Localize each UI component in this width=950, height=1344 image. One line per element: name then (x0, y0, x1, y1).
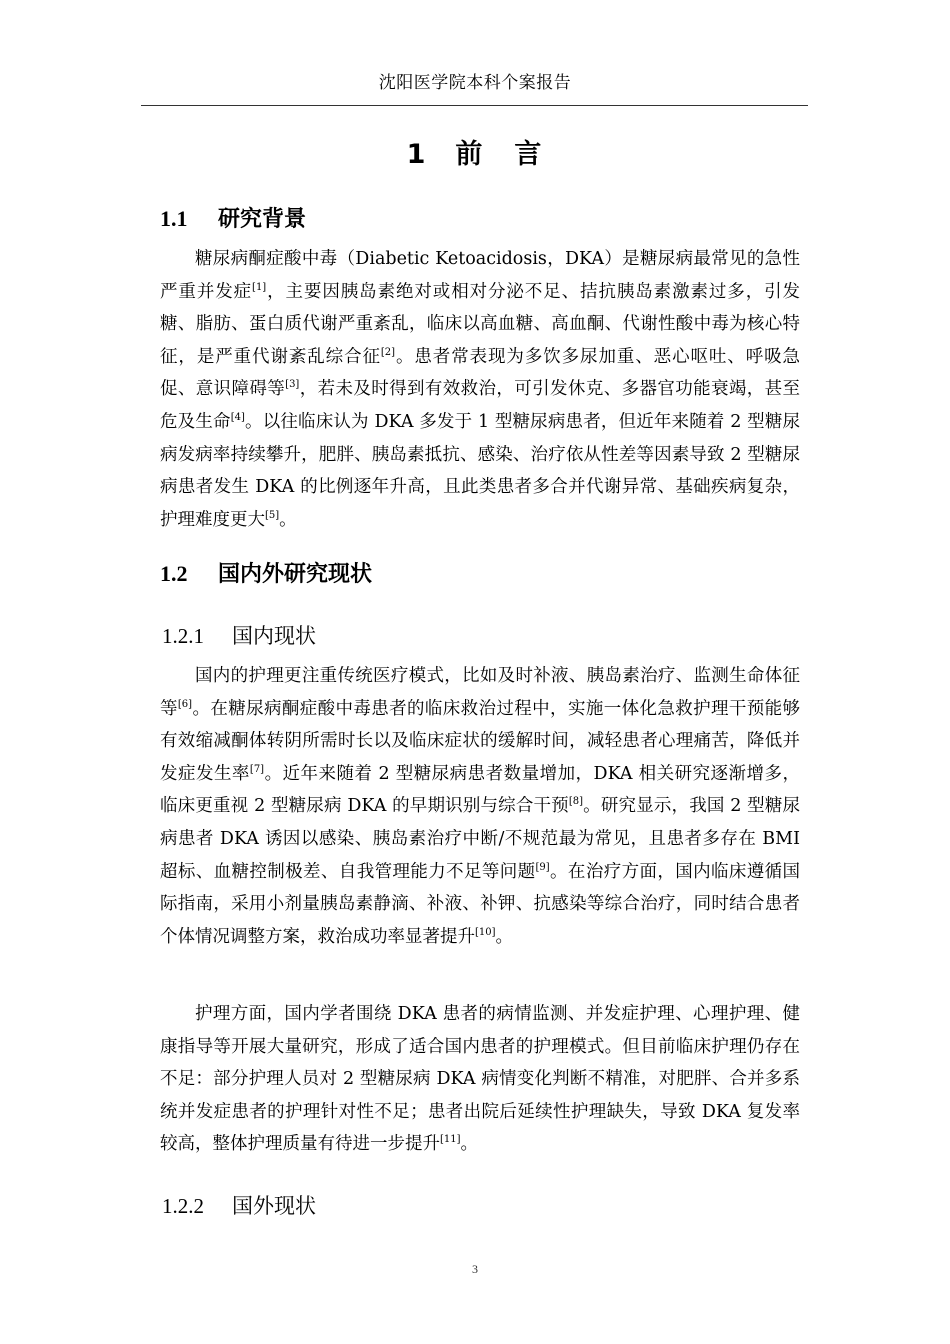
citation-marker: [3] (285, 379, 300, 391)
chapter-title-char-1: 前 (455, 139, 485, 170)
subsection-heading-1-2-1 (162, 620, 316, 650)
citation-marker: [6] (177, 698, 193, 710)
page-number: 3 (472, 1262, 478, 1276)
section-number: 1.2 (160, 561, 188, 586)
section-number: 1.1 (160, 206, 188, 231)
paragraph-text: 护理方面，国内学者围绕 DKA 患者的病情监测、并发症护理、心理护理、健康指导等开展大量研究，形成了适合国内患者的护理模式。但目前临床护理仍存在不足：部分护理人员对 2 型糖尿病 DKA 病情变化判断不精准，对肥胖、合并多系统并发症患者的护理针对性不足；患者出院后延续性护理缺失，导致 DKA 复发率较高，整体护理质量有待进一步提升[11]。 (160, 1004, 800, 1155)
citation-marker: [8] (568, 796, 584, 808)
subsection-heading-1-2-2 (162, 1190, 316, 1220)
citation-marker: [1] (252, 281, 267, 293)
subsection-title: 国内现状 (232, 624, 316, 648)
paragraph-text: 国内的护理更注重传统医疗模式，比如及时补液、胰岛素治疗、监测生命体征等[6]。在糖尿病酮症酸中毒患者的临床救治过程中，实施一体化急救护理干预能够有效缩减酮体转阴所需时长以及临床症状的缓解时间，减轻患者心理痛苦，降低并发症发生率[7]。近年来随着 2 型糖尿病患者数量增加，DKA 相关研究逐渐增多，临床更重视 2 型糖尿病 DKA 的早期识别与综合干预[8]。研究显示，我国 2 型糖尿病患者 DKA 诱因以感染、胰岛素治疗中断/不规范最为常见，且患者多存在 BMI 超标、血糖控制极差、自我管理能力不足等问题[9]。在治疗方面，国内临床遵循国际指南，采用小剂量胰岛素静滴、补液、补钾、抗感染等综合治疗，同时结合患者个体情况调整方案，救治成功率显著提升[10]。 (160, 666, 801, 947)
citation-marker: [4] (230, 412, 245, 424)
citation-marker: [11] (440, 1134, 461, 1146)
section-title: 国内外研究现状 (218, 562, 373, 587)
section-title: 研究背景 (218, 207, 307, 232)
header-rule (141, 105, 808, 106)
subsection-title: 国外现状 (232, 1194, 316, 1218)
citation-marker: [9] (535, 861, 550, 873)
citation-marker: [10] (475, 926, 496, 938)
citation-marker: [5] (265, 509, 280, 521)
running-header: 沈阳医学院本科个案报告 (378, 73, 572, 93)
paragraph-background (160, 243, 800, 536)
paragraph-domestic-1 (160, 660, 800, 953)
citation-marker: [2] (380, 346, 396, 358)
section-heading-1-2 (160, 557, 372, 588)
paragraph-text: 糖尿病酮症酸中毒（Diabetic Ketoacidosis，DKA）是糖尿病最常见的急性严重并发症[1]，主要因胰岛素绝对或相对分泌不足、拮抗胰岛素激素过多，引发糖、脂肪、蛋白质代谢严重紊乱，临床以高血糖、高血酮、代谢性酸中毒为核心特征，是严重代谢紊乱综合征[2]。患者常表现为多饮多尿加重、恶心呕吐、呼吸急促、意识障碍等[3]，若未及时得到有效救治，可引发休克、多器官功能衰竭，甚至危及生命[4]。以往临床认为 DKA 多发于 1 型糖尿病患者，但近年来随着 2 型糖尿病发病率持续攀升，肥胖、胰岛素抵抗、感染、治疗依从性差等因素导致 2 型糖尿病患者发生 DKA 的比例逐年升高，且此类患者多合并代谢异常、基础疾病复杂，护理难度更大[5]。 (160, 249, 801, 530)
chapter-number: 1 (406, 139, 428, 170)
chapter-title (0, 132, 950, 171)
subsection-number: 1.2.2 (162, 1194, 204, 1218)
citation-marker: [7] (249, 763, 265, 775)
subsection-number: 1.2.1 (162, 624, 204, 648)
section-heading-1-1 (160, 202, 306, 233)
paragraph-domestic-2 (160, 998, 800, 1161)
chapter-title-char-2: 言 (514, 139, 544, 170)
